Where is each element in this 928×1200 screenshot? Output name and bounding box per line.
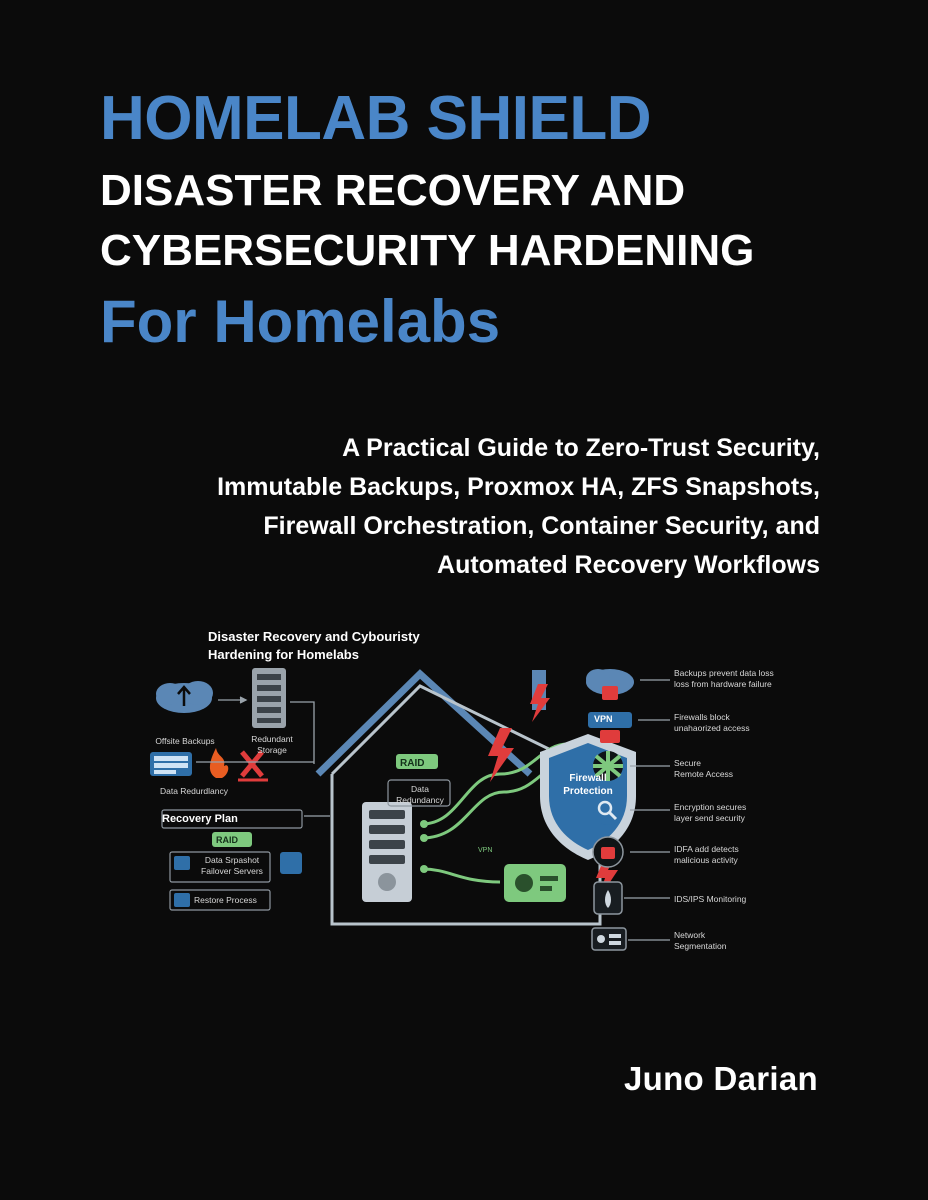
cover-content — [100, 60, 828, 1150]
server-rack-icon — [362, 802, 412, 902]
label-ids-ips-monitoring: IDS/IPS Monitoring — [674, 894, 747, 905]
book-subtitle — [100, 429, 828, 584]
page-title: HOMELAB SHIELD — [100, 84, 651, 153]
storage-stack-icon — [252, 668, 286, 728]
cable-endpoints — [420, 820, 428, 873]
label-ids-detects: IDFA add detects malicious activity — [674, 844, 739, 866]
router-icon — [504, 864, 566, 902]
label-offsite-backups: Offsite Backups — [155, 736, 215, 747]
label-network-segmentation: Network Segmentation — [674, 930, 727, 952]
cloud-icon — [156, 681, 213, 713]
subtitle-text-line-4: Automated Recovery Workflows — [437, 550, 820, 579]
subtitle-text-line-1: A Practical Guide to Zero-Trust Security, — [342, 434, 820, 463]
label-raid-2: RAID — [216, 835, 238, 846]
monitoring-icon — [594, 882, 622, 914]
author-name: Juno Darian — [623, 1060, 818, 1097]
label-recovery-plan: Recovery Plan — [162, 813, 238, 826]
fire-icon — [210, 748, 228, 778]
subtitle-line-3: For Homelabs — [100, 288, 501, 356]
encryption-icon — [593, 795, 623, 825]
label-snapshot-failover: Data Srpashot Failover Servers — [201, 855, 263, 877]
label-raid: RAID — [400, 758, 425, 770]
diagram-heading-line-2: Hardening for Homelabs — [208, 646, 359, 662]
subtitle-line-1: DISASTER RECOVERY AND — [100, 166, 686, 215]
label-redundant-storage: Redundant Storage — [251, 734, 293, 756]
label-vpn-badge: VPN — [594, 714, 613, 725]
subtitle-text-line-3: Firewall Orchestration, Container Security, and — [263, 511, 820, 540]
label-firewall-protection: Firewall Protection — [563, 773, 613, 798]
subtitle-line-2: CYBERSECURITY HARDENING — [100, 225, 755, 275]
network-segmentation-icon — [592, 928, 626, 950]
label-restore-process: Restore Process — [194, 895, 257, 906]
failure-icon — [238, 752, 268, 780]
label-firewalls-block: Firewalls block unahaorized access — [674, 712, 750, 734]
disk-icon — [150, 752, 192, 776]
label-vpn-inline: VPN — [478, 847, 493, 855]
cover-diagram — [100, 624, 828, 954]
label-backups-prevent-loss: Backups prevent data loss loss from hardware failure — [674, 668, 774, 690]
label-secure-remote-access: Secure Remote Access — [674, 758, 734, 780]
diagram-heading-line-1: Disaster Recovery and Cybouristy — [208, 629, 420, 645]
label-data-redundancy: Data Redurdlancy — [159, 786, 229, 797]
cloud-lock-icon — [586, 669, 634, 700]
ids-alert-icon — [593, 837, 623, 867]
label-encryption: Encryption secures layer send security — [674, 802, 747, 824]
label-data-redundancy-center: Data Redundancy — [396, 784, 444, 806]
subtitle-text-line-2: Immutable Backups, Proxmox HA, ZFS Snapshots, — [217, 473, 820, 502]
